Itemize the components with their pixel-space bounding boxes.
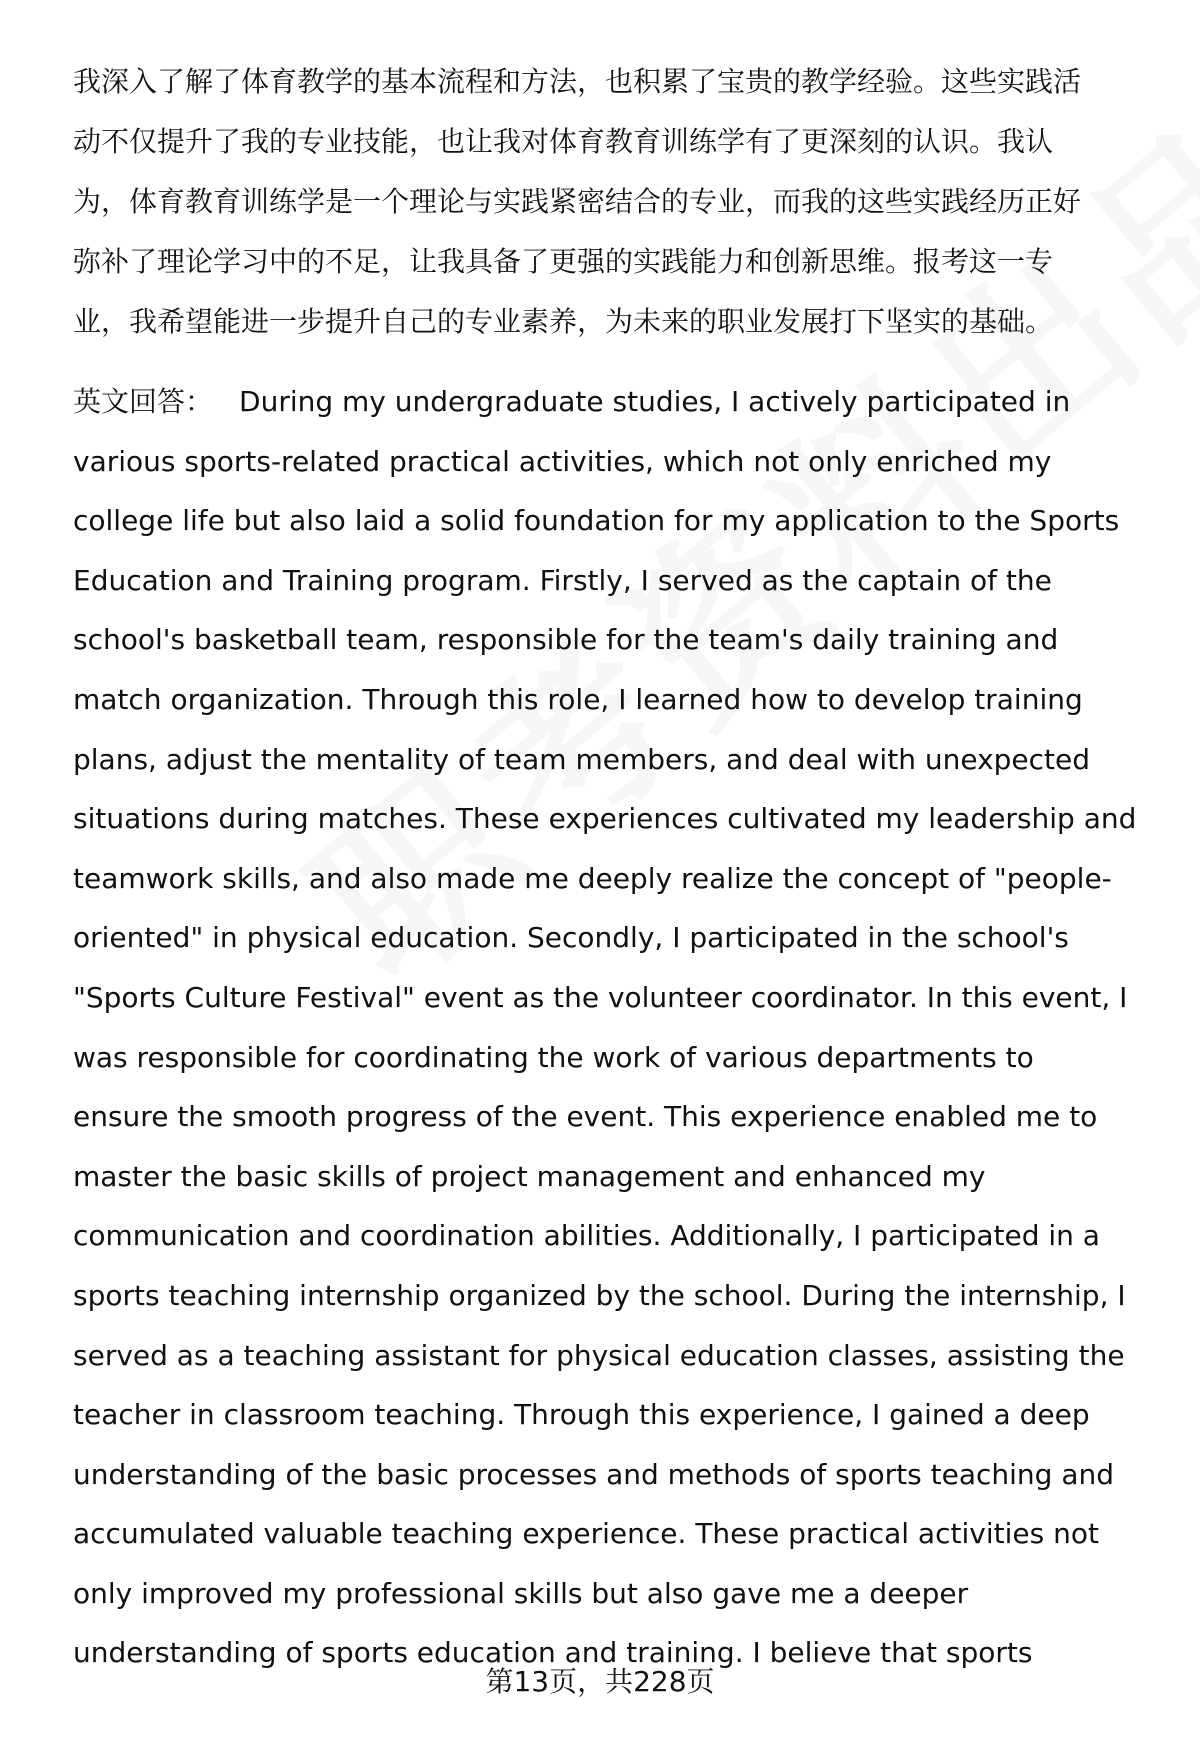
paragraph-line: was responsible for coordinating the work of various departments to: [73, 1040, 1034, 1074]
paragraph-line: plans, adjust the mentality of team members, and deal with unexpected: [73, 742, 1091, 776]
paragraph-line: college life but also laid a solid foundation for my application to the Sports: [73, 504, 1120, 538]
paragraph-line: served as a teaching assistant for physical education classes, assisting the: [73, 1338, 1125, 1372]
paragraph-line: situations during matches. These experiences cultivated my leadership and: [73, 802, 1137, 836]
paragraph-line: teamwork skills, and also made me deeply realize the concept of "people-: [73, 861, 1112, 895]
paragraph-line: sports teaching internship organized by the school. During the internship, I: [73, 1278, 1126, 1312]
paragraph-line: 动不仅提升了我的专业技能，也让我对体育教育训练学有了更深刻的认识。我认: [73, 125, 1054, 158]
paragraph-line: ensure the smooth progress of the event. This experience enabled me to: [73, 1100, 1098, 1134]
paragraph-line: Education and Training program. Firstly, I served as the captain of the: [73, 563, 1052, 597]
paragraph-line: match organization. Through this role, I learned how to develop training: [73, 682, 1083, 716]
paragraph-line: teacher in classroom teaching. Through this experience, I gained a deep: [73, 1398, 1090, 1432]
paragraph-line: 我深入了解了体育教学的基本流程和方法，也积累了宝贵的教学经验。这些实践活: [73, 65, 1082, 98]
paragraph-line: only improved my professional skills but also gave me a deeper: [73, 1576, 969, 1610]
paragraph-line: 弥补了理论学习中的不足，让我具备了更强的实践能力和创新思维。报考这一专: [73, 245, 1054, 278]
answer-prefix-label: 英文回答：: [73, 385, 214, 418]
paragraph-line: master the basic skills of project management and enhanced my: [73, 1159, 986, 1193]
paragraph-line: communication and coordination abilities. Additionally, I participated in a: [73, 1219, 1100, 1253]
paragraph-line: various sports-related practical activities, which not only enriched my: [73, 444, 1052, 478]
paragraph-line: 为，体育教育训练学是一个理论与实践紧密结合的专业，而我的这些实践经历正好: [73, 185, 1082, 218]
paragraph-line-text: During my undergraduate studies, I actively participated in: [239, 385, 1071, 418]
chinese-paragraph: [73, 52, 1143, 352]
page-number-footer: 第13页，共228页: [485, 1665, 715, 1698]
page-content: [73, 52, 1143, 1683]
paragraph-line: accumulated valuable teaching experience. These practical activities not: [73, 1517, 1099, 1551]
english-answer-paragraph: [73, 372, 1143, 1683]
paragraph-line: understanding of sports education and training. I believe that sports: [73, 1636, 1033, 1670]
paragraph-line: oriented" in physical education. Secondly, I participated in the school's: [73, 921, 1069, 955]
paragraph-line: 业，我希望能进一步提升自己的专业素养，为未来的职业发展打下坚实的基础。: [73, 305, 1054, 338]
paragraph-line: understanding of the basic processes and methods of sports teaching and: [73, 1457, 1115, 1491]
paragraph-line: "Sports Culture Festival" event as the volunteer coordinator. In this event, I: [73, 980, 1128, 1014]
paragraph-line: [73, 372, 1143, 432]
paragraph-line: school's basketball team, responsible for the team's daily training and: [73, 623, 1059, 657]
